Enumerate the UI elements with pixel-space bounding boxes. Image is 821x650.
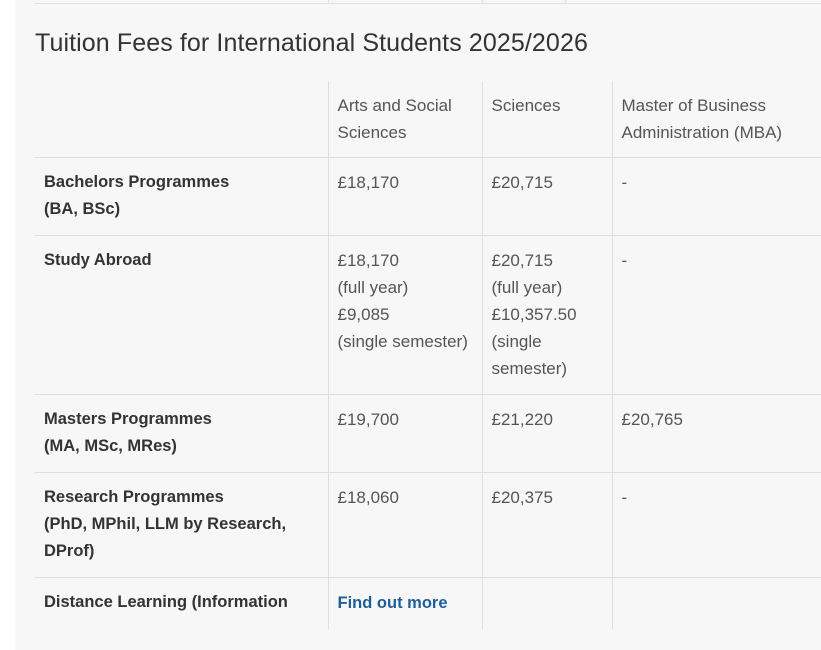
fee-value: - [621, 173, 628, 192]
programme-name: Masters Programmes [44, 410, 212, 428]
fee-arts [328, 236, 482, 395]
programme-degrees: (PhD, MPhil, LLM by Research, DProf) [44, 515, 287, 560]
table-row [35, 578, 821, 630]
fee-value: £20,715 [491, 173, 553, 192]
fee-arts [328, 395, 482, 473]
fee-value: £20,715 [491, 251, 553, 270]
programme-name: Bachelors Programmes [44, 173, 230, 191]
table-row [35, 158, 821, 236]
find-out-more-link[interactable]: Find out more [337, 594, 448, 612]
fee-sciences [482, 236, 612, 395]
fee-value: £10,357.50 [491, 305, 577, 324]
programme-cell [35, 578, 328, 630]
programme-name: Distance Learning (Information [44, 593, 288, 611]
fee-mba [612, 473, 821, 578]
fee-value: £20,375 [491, 488, 553, 507]
fee-arts [328, 578, 482, 630]
content-panel [15, 0, 821, 650]
fee-mba [612, 158, 821, 236]
fee-value: - [621, 251, 628, 270]
programme-cell [35, 236, 328, 395]
table-row [35, 473, 821, 578]
fee-mba [612, 236, 821, 395]
fee-value: £19,700 [337, 410, 399, 429]
page-title: Tuition Fees for International Students 2025/2026 [35, 29, 588, 57]
programme-name: Study Abroad [44, 251, 152, 269]
fee-value: £18,170 [337, 251, 399, 270]
header-sciences: Sciences [482, 81, 612, 158]
table-row [35, 395, 821, 473]
header-empty [35, 81, 328, 158]
fee-value: - [621, 488, 628, 507]
fee-note: (single [491, 332, 542, 351]
fee-value: £18,170 [337, 173, 399, 192]
fee-note: (single semester) [337, 332, 468, 351]
fee-mba [612, 578, 821, 630]
fee-value: £9,085 [337, 305, 390, 324]
fee-note: semester) [491, 359, 568, 378]
fee-sciences [482, 578, 612, 630]
fee-note: (full year) [491, 278, 563, 297]
previous-table-edge [35, 0, 821, 4]
fee-note: (full year) [337, 278, 409, 297]
fee-sciences [482, 473, 612, 578]
fee-arts [328, 473, 482, 578]
programme-cell [35, 395, 328, 473]
fee-sciences [482, 158, 612, 236]
header-arts: Arts and Social Sciences [328, 81, 482, 158]
fee-value: £20,765 [621, 410, 683, 429]
header-mba: Master of Business Administration (MBA) [612, 81, 821, 158]
fee-mba [612, 395, 821, 473]
programme-degrees: (MA, MSc, MRes) [44, 437, 177, 455]
programme-degrees: (BA, BSc) [44, 200, 121, 218]
fee-value: £18,060 [337, 488, 399, 507]
fee-arts [328, 158, 482, 236]
fees-table [35, 81, 821, 629]
programme-cell [35, 473, 328, 578]
programme-name: Research Programmes [44, 488, 224, 506]
table-header-row [35, 81, 821, 158]
programme-cell [35, 158, 328, 236]
fee-sciences [482, 395, 612, 473]
table-row [35, 236, 821, 395]
fee-value: £21,220 [491, 410, 553, 429]
